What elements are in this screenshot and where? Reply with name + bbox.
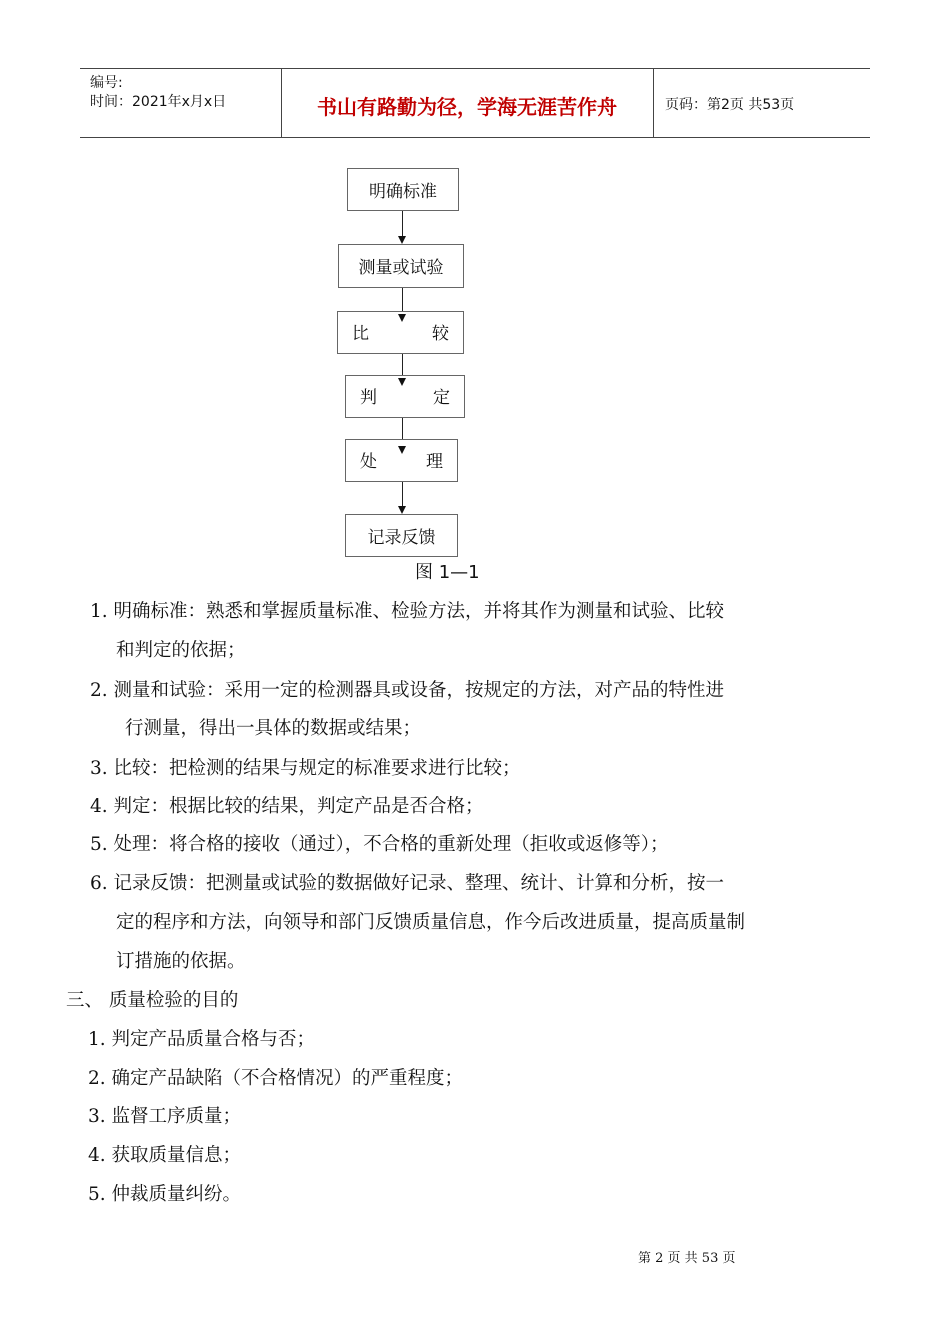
list-item: 2. 确定产品缺陷（不合格情况）的严重程度；: [88, 1068, 464, 1089]
flow-arrow-line: [402, 354, 403, 376]
flow-step-label-right: 较: [432, 324, 449, 344]
list-item-continuation: 和判定的依据；: [116, 640, 246, 661]
flow-step-label-right: 定: [433, 388, 450, 408]
flow-step-label: 明确标准: [369, 182, 437, 202]
flow-step-record: [345, 514, 458, 557]
list-item: 5. 仲裁质量纠纷。: [88, 1184, 242, 1205]
header-left-cell: [80, 69, 282, 137]
header-right-cell: [653, 69, 870, 137]
flow-arrow-line: [402, 211, 403, 237]
arrow-down-icon: [398, 314, 406, 322]
arrow-down-icon: [398, 506, 406, 514]
code-label: 编号:: [90, 75, 123, 91]
date-label: 时间：2021年x月x日: [90, 94, 227, 110]
flow-arrow-line: [402, 288, 403, 312]
flow-arrow-line: [402, 482, 403, 507]
flow-step-label-right: 理: [426, 452, 443, 472]
header-middle-cell: [281, 69, 654, 137]
flow-step-label-left: 比: [352, 324, 369, 344]
arrow-down-icon: [398, 446, 406, 454]
list-item: 1. 判定产品质量合格与否；: [88, 1029, 316, 1050]
page-header: [80, 68, 870, 138]
flow-step-label-left: 处: [360, 452, 377, 472]
flow-step-label: 记录反馈: [367, 528, 436, 548]
list-item-continuation: 行测量，得出一具体的数据或结果；: [125, 718, 422, 739]
flow-step-measure: [338, 244, 464, 288]
section-heading: 三、 质量检验的目的: [66, 990, 239, 1011]
arrow-down-icon: [398, 236, 406, 244]
list-item: 3. 监督工序质量；: [88, 1106, 242, 1127]
list-item: 1. 明确标准：熟悉和掌握质量标准、检验方法，并将其作为测量和试验、比较: [90, 601, 725, 622]
list-item: 4. 判定：根据比较的结果，判定产品是否合格；: [90, 796, 484, 817]
list-item: 3. 比较：把检测的结果与规定的标准要求进行比较；: [90, 758, 521, 779]
flow-step-label: 测量或试验: [358, 258, 444, 278]
figure-caption: 图 1—1: [415, 562, 480, 583]
list-item: 5. 处理：将合格的接收（通过），不合格的重新处理（拒收或返修等）；: [90, 834, 669, 855]
arrow-down-icon: [398, 378, 406, 386]
flow-arrow-line: [402, 418, 403, 440]
list-item-continuation: 订措施的依据。: [116, 951, 246, 972]
flow-step-standard: [347, 168, 459, 211]
page-footer: 第 2 页 共 53 页: [638, 1251, 736, 1266]
list-item: 2. 测量和试验：采用一定的检测器具或设备，按规定的方法，对产品的特性进: [90, 680, 725, 701]
list-item-continuation: 定的程序和方法，向领导和部门反馈质量信息，作今后改进质量，提高质量制: [116, 912, 746, 933]
page-info: 页码：第2页 共53页: [665, 97, 795, 113]
flow-step-label-left: 判: [360, 388, 377, 408]
motto: 书山有路勤为径，学海无涯苦作舟: [317, 95, 617, 119]
list-item: 6. 记录反馈：把测量或试验的数据做好记录、整理、统计、计算和分析，按一: [90, 873, 725, 894]
list-item: 4. 获取质量信息；: [88, 1145, 242, 1166]
